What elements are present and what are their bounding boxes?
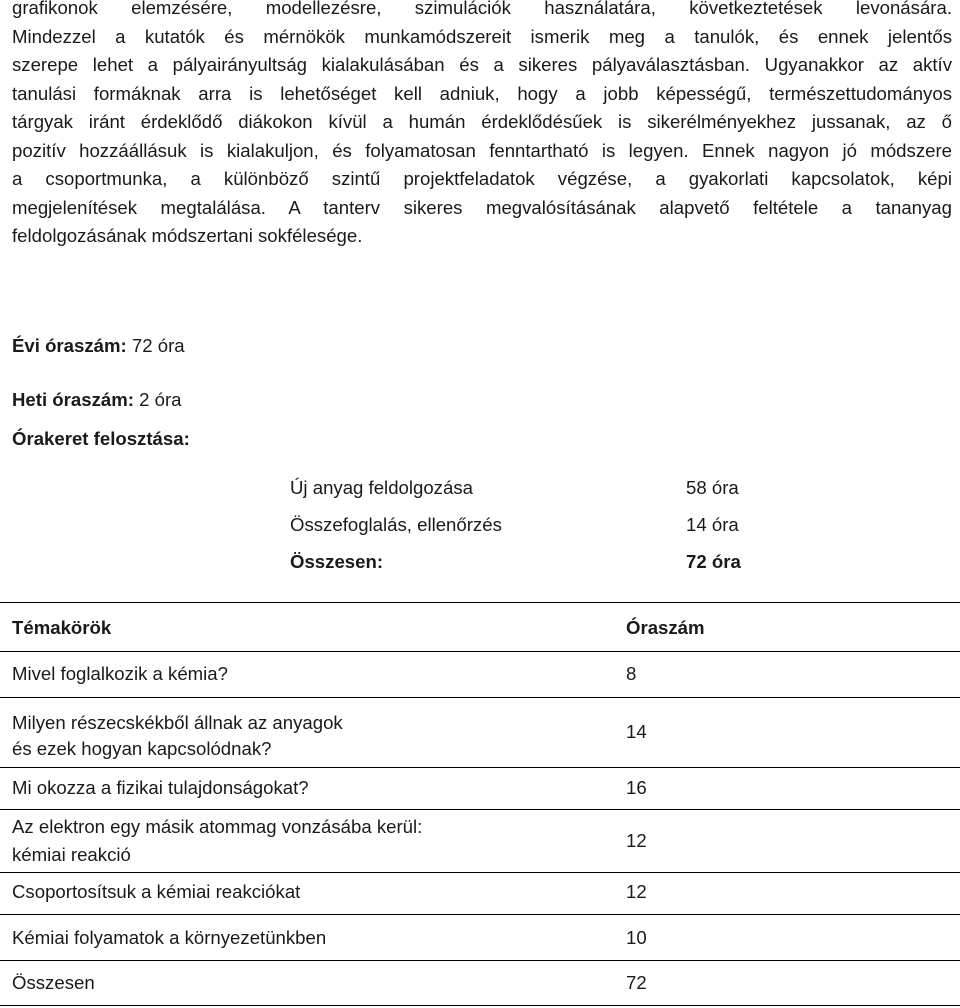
row-rule [0, 697, 960, 698]
topics-header: Témakörök [12, 617, 112, 638]
topic-name: Kémiai folyamatok a környezetünkben [12, 927, 327, 948]
allocation-label: Új anyag feldolgozása [290, 477, 473, 498]
paragraph-line: tanulási formáknak arra is lehetőséget kell adniuk, hogy a jobb képességű, természettudományos [12, 82, 952, 104]
total-hours: 72 [626, 972, 647, 993]
topic-hours: 12 [626, 830, 647, 851]
weekly-hours [12, 388, 182, 412]
row-rule [0, 767, 960, 768]
weekly-hours-value: 2 óra [139, 389, 182, 410]
total-label: Összesen [12, 972, 95, 993]
allocation-value: 14 óra [686, 514, 739, 535]
topic-hours: 8 [626, 663, 637, 684]
paragraph-line: Mindezzel a kutatók és mérnökök munkamódszereit ismerik meg a tanulók, és ennek jelentős [12, 25, 952, 47]
topic-hours: 14 [626, 721, 647, 742]
row-rule [0, 960, 960, 961]
allocation-value: 58 óra [686, 477, 739, 498]
topic-hours: 10 [626, 927, 647, 948]
intro-paragraph [12, 0, 952, 251]
annual-hours [12, 334, 185, 358]
paragraph-line: szerepe lehet a pályairányultság kialakulásában és a sikeres pályaválasztásban. Ugyanakkor az aktív [12, 54, 952, 75]
topic-name: Mivel foglalkozik a kémia? [12, 663, 228, 684]
topic-name: Mi okozza a fizikai tulajdonságokat? [12, 777, 309, 798]
topic-name: Csoportosítsuk a kémiai reakciókat [12, 881, 301, 902]
paragraph-line: feldolgozásának módszertani sokfélesége. [12, 225, 363, 246]
allocation-total-label: Összesen: [290, 551, 384, 572]
topic-hours: 16 [626, 777, 647, 798]
topic-name: és ezek hogyan kapcsolódnak? [12, 738, 272, 759]
allocation-label: Összefoglalás, ellenőrzés [290, 514, 502, 535]
topic-hours: 12 [626, 881, 647, 902]
row-rule [0, 914, 960, 915]
table-bottom-rule [0, 1005, 960, 1006]
paragraph-line: pozitív hozzáállásuk is kialakuljon, és folyamatosan fenntartható is legyen. Ennek nagyon jó módszere [12, 139, 952, 161]
hours-header: Óraszám [626, 617, 705, 638]
annual-hours-label: Évi óraszám: [12, 335, 127, 356]
allocation-total-value: 72 óra [686, 551, 741, 572]
topic-name: Milyen részecskékből állnak az anyagok [12, 712, 343, 733]
weekly-hours-label: Heti óraszám: [12, 389, 134, 410]
topic-name: kémiai reakció [12, 844, 131, 865]
topic-name: Az elektron egy másik atommag vonzásába kerül: [12, 816, 423, 837]
annual-hours-value: 72 óra [131, 335, 185, 356]
header-rule [0, 651, 960, 652]
paragraph-line: grafikonok elemzésére, modellezésre, szimulációk használatára, következtetések levonására. [12, 0, 952, 18]
paragraph-line: tárgyak iránt érdeklődő diákokon kívül a humán érdeklődésűek is sikerélményekhez jussanak, az ő [12, 111, 952, 132]
allocation-heading: Órakeret felosztása: [12, 428, 190, 449]
table-top-rule [0, 602, 960, 603]
paragraph-line: a csoportmunka, a különböző szintű projektfeladatok végzése, a gyakorlati kapcsolatok, képi [12, 168, 952, 189]
row-rule [0, 809, 960, 810]
paragraph-line: megjelenítések megtalálása. A tanterv sikeres megvalósításának alapvető feltétele a tananyag [12, 196, 952, 218]
row-rule [0, 872, 960, 873]
